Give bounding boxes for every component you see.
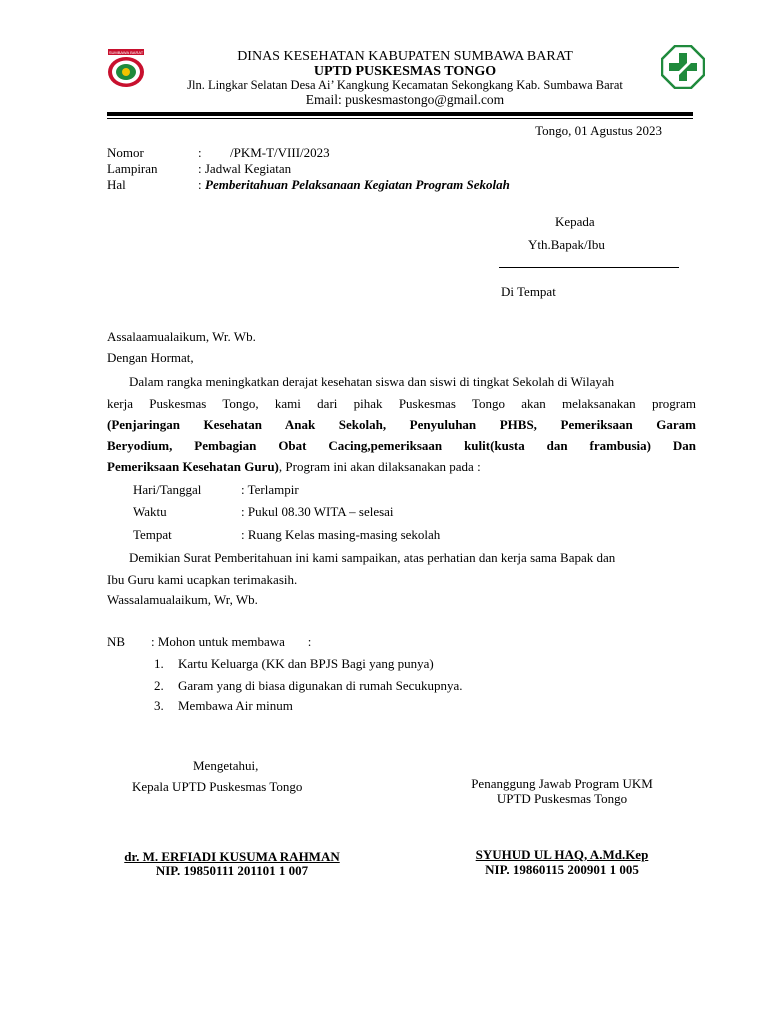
detail-value-waktu: : Pukul 08.30 WITA – selesai [241, 504, 394, 519]
recipient-yth: Yth.Bapak/Ibu [528, 237, 605, 252]
sign-left-nip: NIP. 19850111 201101 1 007 [155, 863, 309, 878]
nomor-separator: : [198, 145, 202, 160]
sign-right-title-1: Penanggung Jawab Program UKM [471, 776, 653, 791]
nb-item-text: Garam yang di biasa digunakan di rumah Secukupnya. [178, 678, 463, 693]
nb-item-number: 2. [154, 678, 164, 693]
agency-name: DINAS KESEHATAN KABUPATEN SUMBAWA BARAT [237, 49, 573, 64]
nomor-value: /PKM-T/VIII/2023 [230, 145, 330, 160]
nb-item-text: Kartu Keluarga (KK dan BPJS Bagi yang punya) [178, 656, 434, 671]
closing-line-1: Demikian Surat Pemberitahuan ini kami sampaikan, atas perhatian dan kerja sama Bapak dan [129, 550, 616, 565]
closing-line-2: Ibu Guru kami ucapkan terimakasih. [107, 572, 298, 587]
nb-item-text: Membawa Air minum [178, 698, 293, 713]
unit-address: Jln. Lingkar Selatan Desa Ai’ Kangkung Kecamatan Sekongkang Kab. Sumbawa Barat [187, 78, 623, 92]
greeting: Assalaamualaikum, Wr. Wb. [107, 329, 256, 344]
hal-separator: : [198, 177, 202, 192]
paragraph-line-2: kerja Puskesmas Tongo, kami dari pihak Puskesmas Tongo akan melaksanakan program [107, 396, 696, 411]
paragraph-line-1: Dalam rangka meningkatkan derajat kesehatan siswa dan siswi di tingkat Sekolah di Wilayah [129, 374, 615, 389]
recipient-kepada: Kepada [555, 214, 595, 229]
nb-label: NB [107, 634, 126, 649]
detail-label-waktu: Waktu [133, 504, 167, 519]
nb-item-number: 3. [154, 698, 164, 713]
sign-left-name: dr. M. ERFIADI KUSUMA RAHMAN [124, 849, 340, 864]
unit-name: UPTD PUSKESMAS TONGO [313, 64, 497, 79]
paragraph-line-3: (Penjaringan Kesehatan Anak Sekolah, Penyuluhan PHBS, Pemeriksaan Garam [107, 417, 696, 432]
recipient-blank-line [499, 267, 679, 268]
nomor-label: Nomor [107, 145, 144, 160]
unit-email: Email: puskesmastongo@gmail.com [305, 92, 505, 107]
lampiran-label: Lampiran [107, 161, 158, 176]
puskesmas-cross-icon [661, 45, 705, 89]
detail-label-hari: Hari/Tanggal [133, 482, 202, 497]
regency-emblem-icon [104, 49, 148, 89]
recipient-di-tempat: Di Tempat [501, 284, 556, 299]
sign-right-nip: NIP. 19860115 200901 1 005 [485, 862, 639, 877]
sign-right-name: SYUHUD UL HAQ, A.Md.Kep [475, 847, 649, 862]
paragraph-line-5 [107, 458, 696, 475]
nb-item-number: 1. [154, 656, 164, 671]
hal-label: Hal [107, 177, 126, 192]
paragraph-line-5-bold: Pemeriksaan Kesehatan Guru) [107, 459, 279, 474]
detail-label-tempat: Tempat [133, 527, 172, 542]
header-rule-thin [107, 118, 693, 119]
salutation: Dengan Hormat, [107, 350, 194, 365]
hal-value: Pemberitahuan Pelaksanaan Kegiatan Program Sekolah [205, 177, 510, 192]
sign-left-title: Kepala UPTD Puskesmas Tongo [132, 779, 303, 794]
lampiran-value: : Jadwal Kegiatan [198, 161, 292, 176]
nb-intro: : Mohon untuk membawa : [151, 634, 312, 649]
sign-left-mengetahui: Mengetahui, [193, 758, 259, 773]
farewell: Wassalamualaikum, Wr, Wb. [107, 592, 258, 607]
sign-right-title-2: UPTD Puskesmas Tongo [496, 791, 628, 806]
detail-value-tempat: : Ruang Kelas masing-masing sekolah [241, 527, 441, 542]
detail-value-hari: : Terlampir [241, 482, 299, 497]
header-rule-thick [107, 112, 693, 116]
letter-date: Tongo, 01 Agustus 2023 [535, 123, 662, 138]
paragraph-line-5-rest: , Program ini akan dilaksanakan pada : [278, 459, 481, 474]
paragraph-line-4: Beryodium, Pembagian Obat Cacing,pemeriksaan kulit(kusta dan frambusia) Dan [107, 438, 696, 453]
badge-text: SUMBAWA BARAT [108, 50, 144, 55]
